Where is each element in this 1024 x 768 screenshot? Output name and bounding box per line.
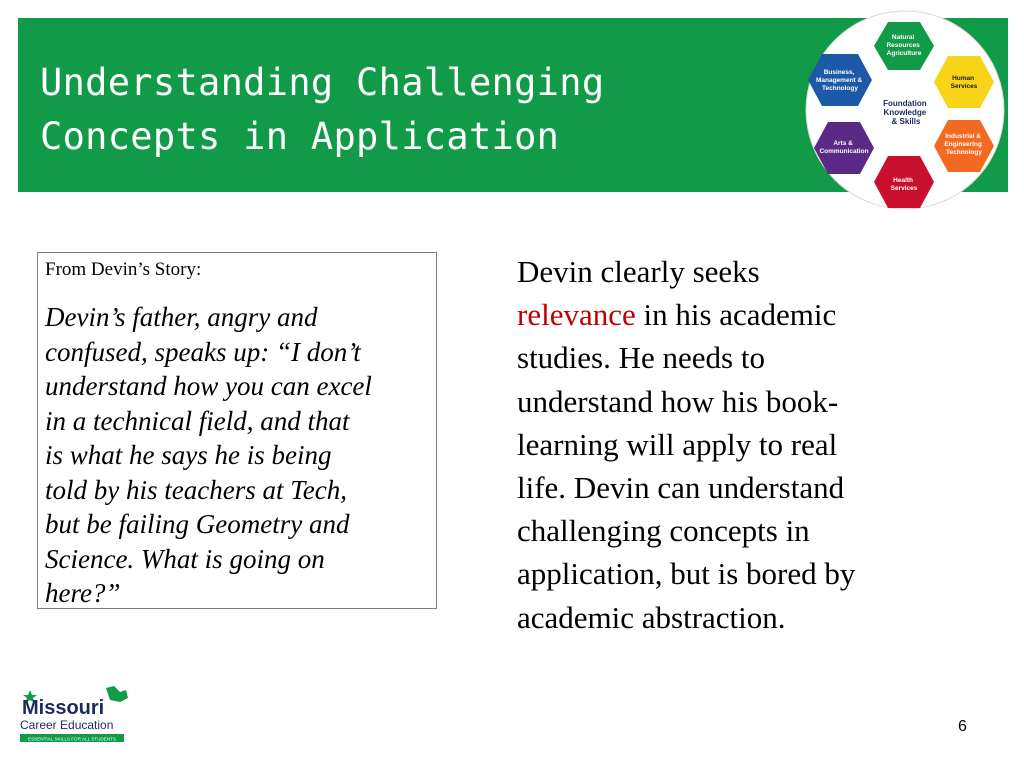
story-quote-line: told by his teachers at Tech, <box>45 474 347 505</box>
cluster-label-industrial-1: Industrial & <box>945 133 981 140</box>
story-quote-line: in a technical field, and that <box>45 405 350 436</box>
logo-name: Missouri <box>22 697 105 719</box>
body-line: understand how his book- <box>517 383 839 419</box>
relevance-highlight: relevance <box>517 297 636 333</box>
story-heading: From Devin’s Story: <box>45 259 202 280</box>
body-line: challenging concepts in <box>517 513 810 549</box>
page-number: 6 <box>958 718 967 735</box>
story-quote-line: Science. What is going on <box>45 543 325 574</box>
cluster-label-business-3: Technology <box>822 85 858 92</box>
body-line: life. Devin can understand <box>517 470 845 506</box>
body-line: Devin clearly seeks <box>517 254 760 289</box>
cluster-label-industrial-3: Technology <box>946 149 982 156</box>
body-line: studies. He needs to <box>517 340 765 376</box>
story-quote-line: but be failing Geometry and <box>45 509 350 539</box>
missouri-career-education-logo <box>16 684 132 746</box>
story-quote-line: here?” <box>45 578 121 608</box>
story-quote-line: confused, speaks up: “I don’t <box>45 336 361 367</box>
body-line-rest: in his academic <box>635 297 837 333</box>
logo-subtitle: Career Education <box>20 718 114 732</box>
cluster-label-human-2: Services <box>950 83 978 90</box>
svg-text:Industrial & Engineering <box>944 133 983 156</box>
body-line: learning will apply to real <box>517 426 838 462</box>
svg-text:Human Services <box>951 75 978 90</box>
logo-tagline: ESSENTIAL SKILLS FOR ALL STUDENTS <box>28 736 116 742</box>
cluster-label-natural-3: Agriculture <box>886 50 922 57</box>
story-quote-line: understand how you can excel <box>45 371 372 401</box>
cluster-label-health-1: Health <box>893 177 914 184</box>
cluster-label-business-1: Business, <box>823 69 855 76</box>
cluster-label-industrial-2: Engineering <box>944 141 982 148</box>
body-text <box>517 250 957 639</box>
story-box <box>37 252 437 609</box>
cluster-label-health-2: Services <box>890 185 918 192</box>
svg-text:Health Services <box>891 177 918 192</box>
cluster-label-human-1: Human <box>952 75 975 82</box>
cluster-label-arts-1: Arts & <box>833 140 853 147</box>
story-quote-line: is what he says he is being <box>45 440 332 470</box>
foundation-label-2: Knowledge <box>883 108 927 117</box>
slide-title <box>40 56 760 163</box>
body-line: academic abstraction. <box>517 599 786 635</box>
slide-title-line-1: Understanding Challenging <box>40 61 605 104</box>
body-line: application, but is bored by <box>517 556 856 592</box>
body-line <box>517 293 957 336</box>
career-clusters-graphic <box>800 10 1010 210</box>
cluster-label-arts-2: Communication <box>819 148 869 155</box>
cluster-label-business-2: Management & <box>815 77 863 84</box>
story-quote-line: Devin’s father, angry and <box>45 302 318 332</box>
foundation-label-1: Foundation <box>883 99 927 108</box>
foundation-label-3: & Skills <box>891 117 921 126</box>
story-quote <box>45 300 435 611</box>
cluster-label-natural-2: Resources <box>886 42 920 49</box>
slide-title-line-2: Concepts in Application <box>40 114 560 158</box>
cluster-label-natural-1: Natural <box>891 34 915 41</box>
